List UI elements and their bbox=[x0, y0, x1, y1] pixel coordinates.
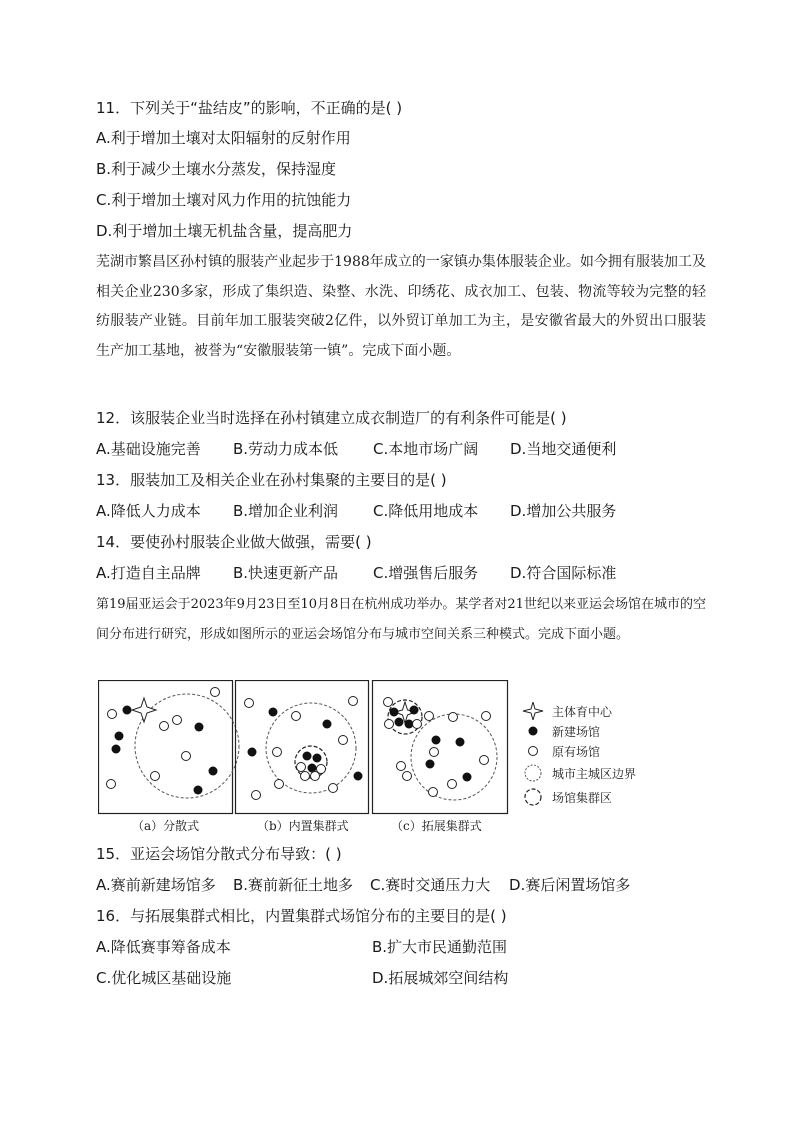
legend-city-boundary: 城市主城区边界 bbox=[522, 764, 636, 782]
caption-c: （c）拓展集群式 bbox=[391, 819, 482, 833]
q16-option-d: D.拓展城郊空间结构 bbox=[372, 969, 509, 987]
q14-option-c: C.增强售后服务 bbox=[373, 564, 479, 582]
legend-main-sports-center: 主体育中心 bbox=[522, 702, 612, 720]
legend-existing-venue: 原有场馆 bbox=[522, 742, 600, 760]
q16-option-c: C.优化城区基础设施 bbox=[96, 969, 232, 987]
q13-option-c: C.降低用地成本 bbox=[373, 502, 479, 520]
q14-option-d: D.符合国际标准 bbox=[510, 564, 617, 582]
panel-b-internal-cluster bbox=[236, 681, 369, 814]
q16-option-b: B.扩大市民通勤范围 bbox=[372, 938, 508, 956]
q14-option-a: A.打造自主品牌 bbox=[96, 564, 201, 582]
q11-option-b: B.利于减少土壤水分蒸发，保持湿度 bbox=[96, 160, 337, 178]
q11-option-d: D.利于增加土壤无机盐含量，提高肥力 bbox=[96, 222, 353, 240]
q13-option-a: A.降低人力成本 bbox=[96, 502, 201, 520]
legend-venue-cluster: 场馆集群区 bbox=[522, 788, 612, 806]
q12-option-c: C.本地市场广阔 bbox=[373, 440, 479, 458]
q15-option-c: C.赛时交通压力大 bbox=[370, 876, 491, 894]
hollow-dot-icon bbox=[522, 742, 544, 760]
existing-venues bbox=[107, 688, 220, 789]
q13-option-d: D.增加公共服务 bbox=[510, 502, 617, 520]
new-venues bbox=[112, 706, 218, 795]
panel-c-extended-cluster bbox=[373, 681, 508, 814]
caption-a: （a）分散式 bbox=[132, 819, 200, 833]
q16-stem: 16．与拓展集群式相比，内置集群式场馆分布的主要目的是( ) bbox=[96, 907, 507, 925]
q14-option-b: B.快速更新产品 bbox=[233, 564, 339, 582]
dashed-circle-icon bbox=[522, 788, 544, 806]
main-sports-center-icon bbox=[132, 698, 156, 722]
q13-option-b: B.增加企业利润 bbox=[233, 502, 339, 520]
q11-option-c: C.利于增加土壤对风力作用的抗蚀能力 bbox=[96, 191, 352, 209]
passage-clothing-industry: 芜湖市繁昌区孙村镇的服装产业起步于1988年成立的一家镇办集体服装企业。如今拥有服装加工及相关企业230多家，形成了集织造、染整、水洗、印绣花、成衣加工、包装、物流等较为完整的轻纺服装产业链。目前年加工服装突破2亿件，以外贸订单加工为主，是安徽省最大的外贸出口服装生产加工基地，被誉为“安徽服装第一镇”。完成下面小题。 bbox=[96, 254, 706, 359]
star-icon bbox=[522, 702, 544, 720]
q15-stem: 15．亚运会场馆分散式分布导致：( ) bbox=[96, 845, 342, 863]
q15-option-b: B.赛前新征土地多 bbox=[233, 876, 354, 894]
q15-option-d: D.赛后闲置场馆多 bbox=[509, 876, 631, 894]
q11-option-a: A.利于增加土壤对太阳辐射的反射作用 bbox=[96, 129, 351, 147]
q16-option-a: A.降低赛事筹备成本 bbox=[96, 938, 231, 956]
legend-new-venue: 新建场馆 bbox=[522, 722, 600, 740]
q12-option-b: B.劳动力成本低 bbox=[233, 440, 339, 458]
q12-option-d: D.当地交通便利 bbox=[510, 440, 617, 458]
caption-b: （b）内置集群式 bbox=[257, 819, 349, 833]
filled-dot-icon bbox=[522, 722, 544, 740]
panel-a-dispersed bbox=[99, 681, 240, 814]
q12-stem: 12．该服装企业当时选择在孙村镇建立成衣制造厂的有利条件可能是( ) bbox=[96, 409, 567, 427]
q14-stem: 14．要使孙村服装企业做大做强，需要( ) bbox=[96, 533, 372, 551]
passage-asian-games: 第19届亚运会于2023年9月23日至10月8日在杭州成功举办。某学者对21世纪以来亚运会场馆在城市的空间分布进行研究，形成如图所示的亚运会场馆分布与城市空间关系三种模式。完成下面小题。 bbox=[96, 597, 706, 642]
existing-venues bbox=[245, 697, 358, 800]
q11-stem: 11．下列关于“盐结皮”的影响，不正确的是( ) bbox=[96, 99, 403, 117]
dotted-circle-icon bbox=[522, 764, 544, 782]
q13-stem: 13．服装加工及相关企业在孙村集聚的主要目的是( ) bbox=[96, 471, 447, 489]
q12-option-a: A.基础设施完善 bbox=[96, 440, 201, 458]
q15-option-a: A.赛前新建场馆多 bbox=[96, 876, 216, 894]
